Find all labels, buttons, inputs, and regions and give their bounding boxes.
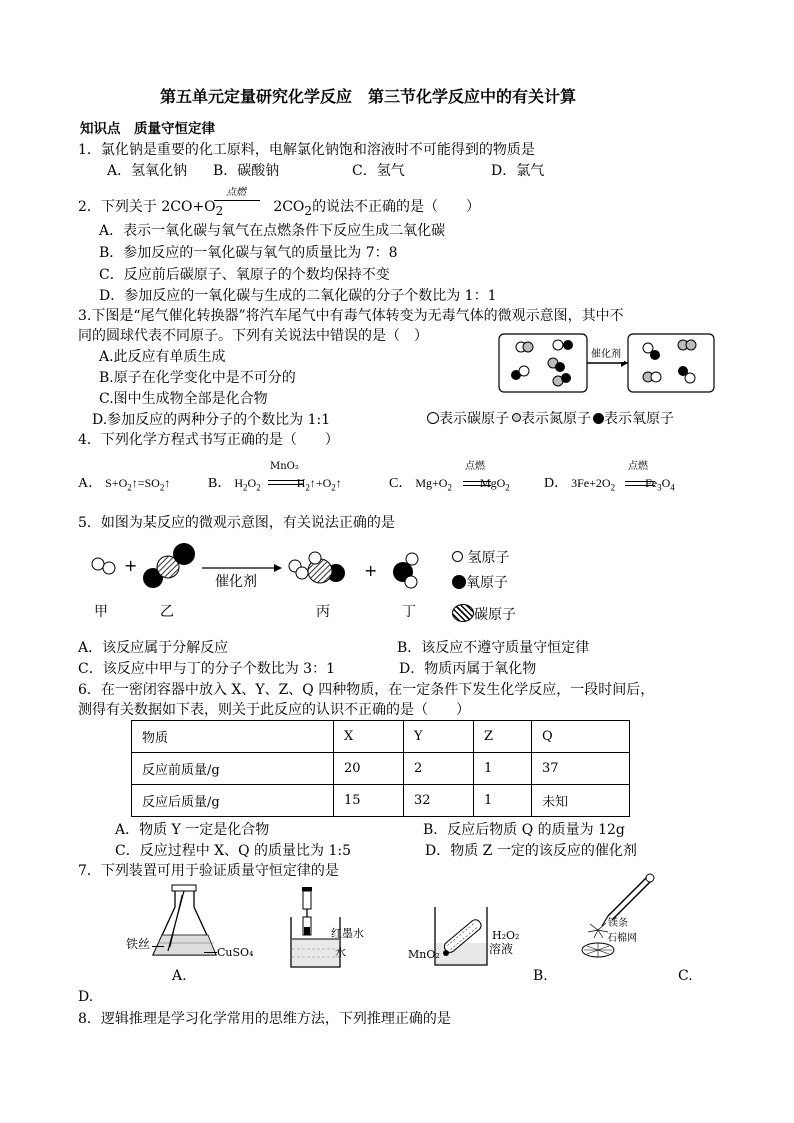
q3-option-a: A.此反应有单质生成 bbox=[99, 349, 226, 365]
q5-legend-h bbox=[452, 549, 509, 567]
q4-a-end: ↑ bbox=[164, 476, 171, 490]
q4-c-label: C． bbox=[389, 476, 413, 491]
q4-a-sub: 2 bbox=[127, 482, 132, 493]
table-row bbox=[132, 785, 630, 817]
q4-b-sub2: 2 bbox=[256, 482, 261, 493]
q1-option-a: A．氢氧化钠 bbox=[107, 163, 188, 179]
legend-oxygen: 表示氧原子 bbox=[604, 411, 674, 427]
legend-oxygen-q5: 氧原子 bbox=[466, 575, 508, 591]
table-header-cell: Y bbox=[404, 721, 474, 753]
oxygen-legend-icon-q5 bbox=[452, 575, 466, 589]
q4-stem: 4．下列化学方程式书写正确的是（ ） bbox=[78, 432, 339, 448]
table-cell: 32 bbox=[404, 785, 474, 817]
table-cell: 1 bbox=[474, 753, 532, 785]
q4-d-sub2: 3 bbox=[657, 482, 662, 493]
q3-legend bbox=[427, 410, 674, 428]
q4-b-o: O bbox=[247, 476, 257, 490]
q7-label-mno2: MnO₂ bbox=[408, 948, 440, 961]
q2-condition: 点燃 bbox=[226, 187, 246, 198]
q2-product: 2CO bbox=[273, 199, 305, 215]
q2-sub: 2 bbox=[215, 203, 224, 218]
q7-label-mg: 镁条 bbox=[608, 918, 628, 929]
q1-option-c: C．氢气 bbox=[352, 163, 405, 179]
svg-text:+: + bbox=[364, 561, 378, 580]
q4-c-condition: 点燃 bbox=[465, 461, 485, 472]
table-cell: 37 bbox=[532, 753, 630, 785]
q7-label-solution: 溶液 bbox=[489, 942, 514, 956]
q4-b-sub: 2 bbox=[243, 482, 248, 493]
q5-legend-o bbox=[452, 574, 508, 592]
q7-label-fe-line bbox=[152, 946, 164, 947]
q1-stem: 1．氯化钠是重要的化工原料，电解氯化钠饱和溶液时不可能得到的物质是 bbox=[78, 142, 535, 158]
hydrogen-legend-icon bbox=[452, 551, 463, 562]
q7-label-fe: 铁丝 bbox=[126, 937, 151, 951]
q7-stem: 7．下列装置可用于验证质量守恒定律的是 bbox=[78, 863, 339, 879]
q2-option-d: D．参加反应的一氧化碳与生成的二氧化碳的分子个数比为 1：1 bbox=[99, 288, 497, 304]
table-row bbox=[132, 753, 630, 785]
table-header-cell: X bbox=[334, 721, 404, 753]
q4-b-label: B． bbox=[208, 476, 232, 491]
q4-d-label: D． bbox=[544, 476, 569, 491]
q7-label-cuso4: CuSO₄ bbox=[217, 946, 254, 959]
q7-apparatus-a-flask bbox=[150, 885, 220, 960]
q4-a-label: A． bbox=[78, 476, 103, 491]
q4-d-eq: 3Fe+2O bbox=[571, 476, 611, 490]
q4-d-rest: Fe bbox=[645, 476, 658, 490]
q4-c-eq: Mg+O bbox=[415, 476, 448, 490]
q7-label-red-ink: 红墨水 bbox=[331, 927, 364, 940]
q7-label-cuso4-line bbox=[204, 952, 217, 953]
q5-option-b: B．该反应不遵守质量守恒定律 bbox=[397, 640, 590, 656]
q2-option-a: A．表示一氧化碳与氧气在点燃条件下反应生成二氧化碳 bbox=[99, 223, 446, 239]
q4-a-rest: ↑=SO bbox=[131, 476, 160, 490]
q4-d-condition: 点燃 bbox=[628, 461, 648, 472]
q4-option-b bbox=[208, 474, 342, 496]
q7-option-d: D. bbox=[78, 989, 94, 1005]
q6-stem-line1: 6．在一密闭容器中放入 X、Y、Z、Q 四种物质，在一定条件下发生化学反应，一段时间后， bbox=[78, 682, 655, 698]
q4-option-c bbox=[389, 474, 510, 496]
q5-catalyst-label: 催化剂 bbox=[215, 574, 257, 590]
q6-option-c: C．反应过程中 X、Q 的质量比为 1:5 bbox=[115, 843, 352, 859]
q4-b-sub3: 2 bbox=[305, 482, 310, 493]
q4-d-o: O bbox=[661, 476, 671, 490]
q6-data-table bbox=[131, 720, 630, 817]
q2-option-b: B．参加反应的一氧化碳与氧气的质量比为 7：8 bbox=[99, 245, 398, 261]
table-header-cell: 物质 bbox=[132, 721, 334, 753]
table-cell: 反应后质量/g bbox=[132, 785, 334, 817]
q5-label-jia: 甲 bbox=[94, 604, 108, 620]
q4-option-a bbox=[78, 474, 170, 496]
q2-equation-bar bbox=[214, 200, 260, 201]
legend-carbon-q5: 碳原子 bbox=[474, 607, 516, 623]
q4-b-rest: H bbox=[296, 476, 306, 490]
q5-label-ding: 丁 bbox=[402, 604, 416, 620]
q8-stem: 8．逻辑推理是学习化学常用的思维方法，下列推理正确的是 bbox=[78, 1011, 451, 1027]
q4-option-d bbox=[544, 474, 675, 496]
q4-c-bar1 bbox=[463, 481, 491, 482]
q2-stem bbox=[78, 198, 480, 220]
oxygen-legend-icon bbox=[593, 413, 604, 424]
q4-a-eq: S+O bbox=[105, 476, 128, 490]
q5-label-bing: 丙 bbox=[316, 604, 330, 620]
q7-label-net: 石棉网 bbox=[607, 933, 637, 944]
q7-label-water: 水 bbox=[335, 946, 346, 959]
carbon-legend-icon bbox=[427, 412, 439, 424]
q4-d-bar2 bbox=[625, 485, 655, 486]
table-cell: 1 bbox=[474, 785, 532, 817]
carbon-legend-icon-q5 bbox=[452, 604, 474, 622]
q6-option-b: B．反应后物质 Q 的质量为 12g bbox=[423, 822, 625, 838]
q2-option-c: C．反应前后碳原子、氧原子的个数均保持不变 bbox=[99, 267, 390, 283]
page-title: 第五单元定量研究化学反应 第三节化学反应中的有关计算 bbox=[160, 87, 577, 106]
q5-option-c: C．该反应中甲与丁的分子个数比为 3：1 bbox=[78, 661, 335, 677]
q4-b-sub4: 2 bbox=[331, 482, 336, 493]
q4-d-sub: 2 bbox=[610, 482, 616, 493]
q3-option-c: C.图中生成物全部是化合物 bbox=[99, 391, 268, 407]
q5-legend-c bbox=[452, 604, 516, 624]
q4-b-bar2 bbox=[268, 484, 304, 485]
q6-option-d: D．物质 Z 一定的该反应的催化剂 bbox=[425, 843, 637, 859]
q3-option-d: D.参加反应的两种分子的个数比为 1:1 bbox=[92, 412, 331, 428]
q3-option-b: B.原子在化学变化中是不可分的 bbox=[99, 370, 296, 386]
q4-b-arrow: ↑ bbox=[335, 476, 342, 490]
q4-a-sub2: 2 bbox=[159, 482, 165, 493]
q4-b-eq: H bbox=[234, 476, 244, 490]
table-header-row bbox=[132, 721, 630, 753]
legend-carbon: 表示碳原子 bbox=[439, 411, 509, 427]
table-cell: 未知 bbox=[532, 785, 630, 817]
q3-catalyst-label: 催化剂 bbox=[591, 349, 621, 360]
table-cell: 20 bbox=[334, 753, 404, 785]
q4-c-sub: 2 bbox=[447, 482, 452, 493]
q4-c-sub2: 2 bbox=[505, 482, 510, 493]
table-header-cell: Z bbox=[474, 721, 532, 753]
q6-option-a: A．物质 Y 一定是化合物 bbox=[115, 822, 270, 838]
table-cell: 2 bbox=[404, 753, 474, 785]
legend-hydrogen: 氢原子 bbox=[467, 550, 510, 566]
q7-option-b: B. bbox=[533, 968, 548, 984]
q4-b-condition: MnO₂ bbox=[270, 461, 299, 472]
q5-reaction-diagram bbox=[88, 540, 448, 598]
q5-label-yi: 乙 bbox=[160, 604, 174, 620]
q3-catalytic-diagram bbox=[498, 333, 716, 395]
q7-option-c: C. bbox=[678, 968, 693, 984]
q7-option-a: A. bbox=[172, 968, 187, 984]
q5-option-d: D．物质丙属于氧化物 bbox=[399, 661, 537, 677]
q4-b-bar1 bbox=[268, 480, 304, 481]
q7-label-h2o2: H₂O₂ bbox=[492, 929, 520, 942]
section-heading: 知识点 质量守恒定律 bbox=[80, 121, 215, 137]
q4-b-end: ↑+O bbox=[309, 476, 332, 490]
q5-stem: 5．如图为某反应的微观示意图，有关说法正确的是 bbox=[78, 515, 395, 531]
q4-c-rest: MgO bbox=[479, 476, 506, 490]
table-cell: 15 bbox=[334, 785, 404, 817]
q6-stem-line2: 测得有关数据如下表，则关于此反应的认识不正确的是（ ） bbox=[78, 702, 470, 718]
nitrogen-legend-icon bbox=[512, 413, 521, 422]
legend-nitrogen: 表示氮原子 bbox=[521, 411, 591, 427]
q4-d-bar1 bbox=[625, 481, 655, 482]
table-header-cell: Q bbox=[532, 721, 630, 753]
q3-stem-line2: 同的圆球代表不同原子。下列有关说法中错误的是（ ） bbox=[78, 328, 428, 344]
q2-stem-post: 的说法不正确的是（ ） bbox=[312, 199, 481, 215]
q4-d-sub3: 4 bbox=[670, 482, 675, 493]
q3-stem-line1: 3.下图是“尾气催化转换器”将汽车尾气中有毒气体转变为无毒气体的微观示意图，其中不 bbox=[78, 308, 624, 324]
q1-option-d: D．氯气 bbox=[491, 163, 545, 179]
q5-option-a: A．该反应属于分解反应 bbox=[78, 640, 229, 656]
q2-sub-b: 2 bbox=[304, 203, 313, 218]
q1-option-b: B．碳酸钠 bbox=[213, 163, 280, 179]
q2-stem-pre: 2．下列关于 2CO+O bbox=[78, 199, 216, 215]
svg-text:+: + bbox=[124, 556, 138, 575]
table-cell: 反应前质量/g bbox=[132, 753, 334, 785]
q4-c-bar2 bbox=[463, 485, 491, 486]
q7-apparatus-c-beaker bbox=[432, 905, 492, 967]
